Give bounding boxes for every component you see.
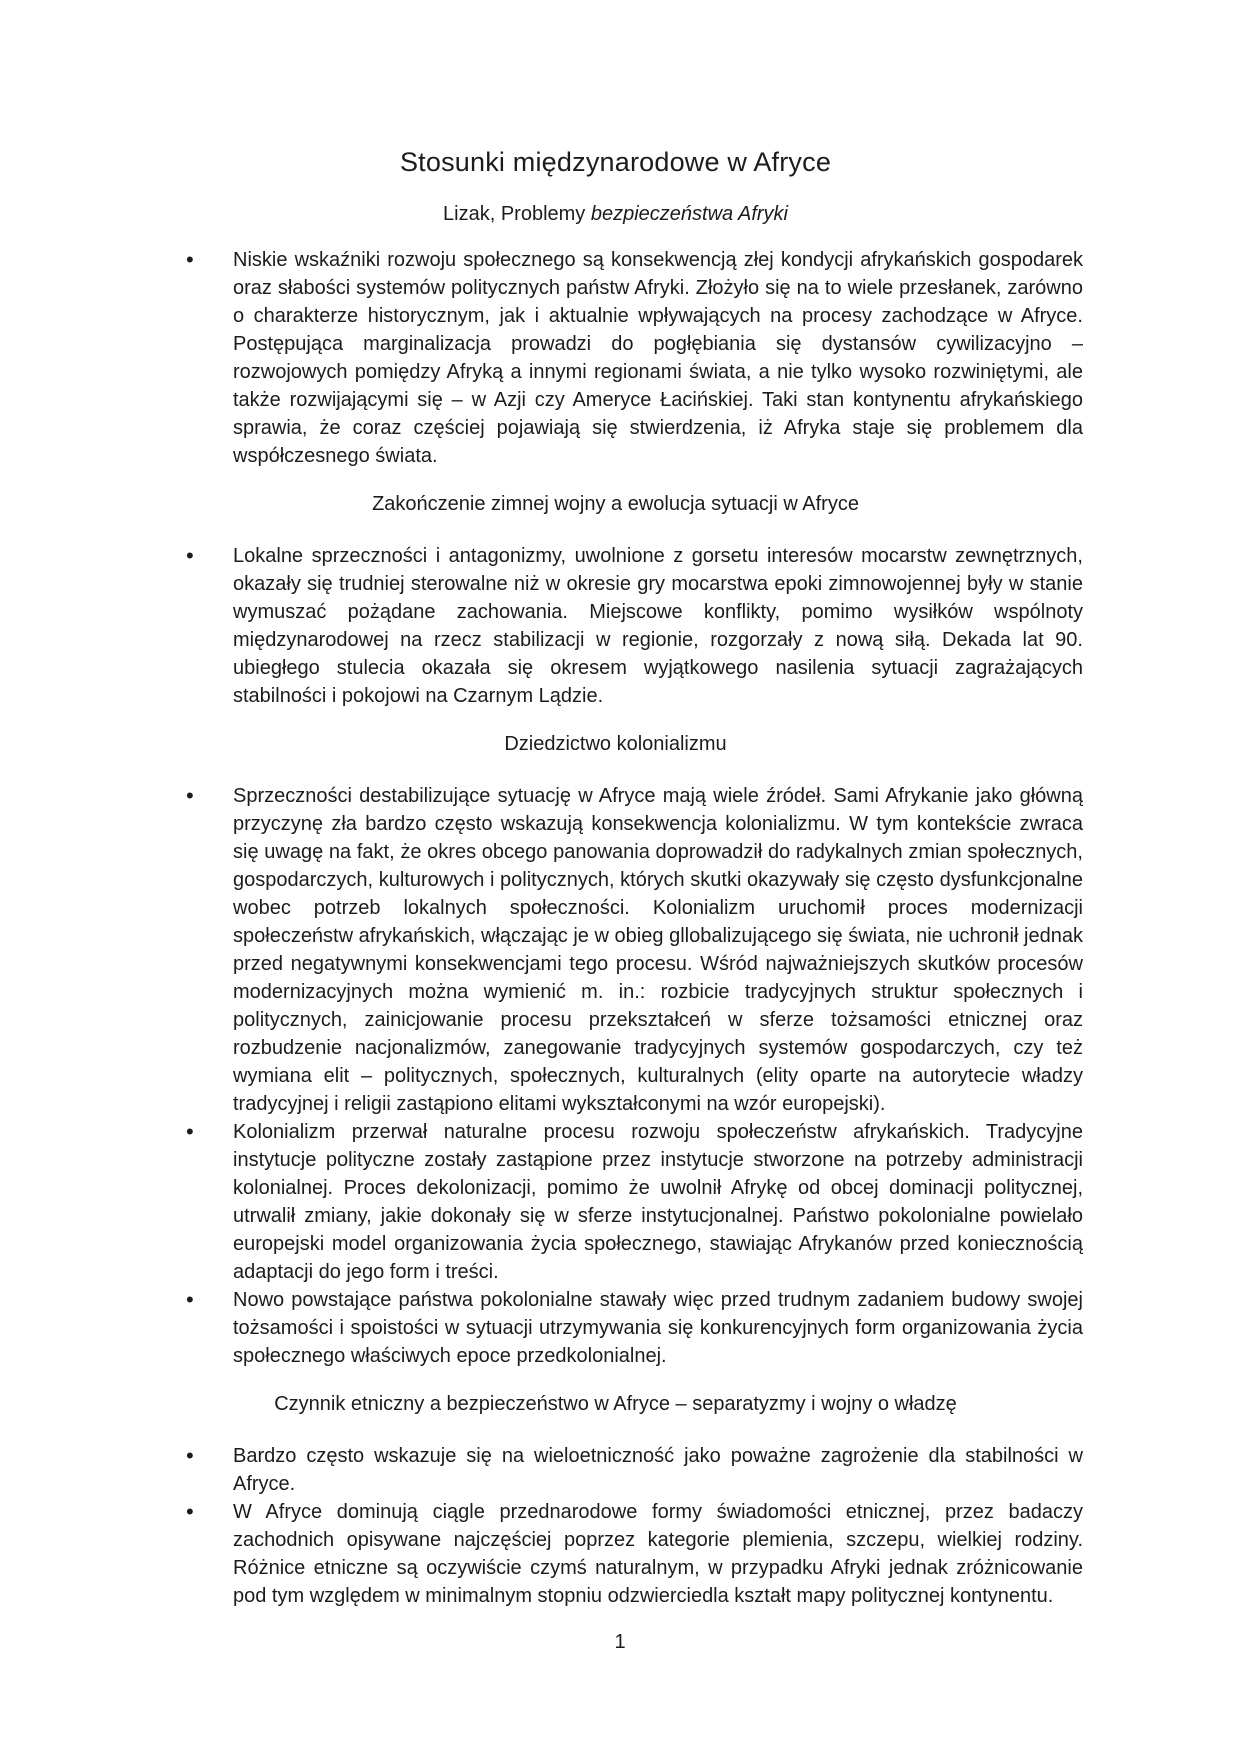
section-heading-cold-war: Zakończenie zimnej wojny a ewolucja sytuacji w Afryce [372,493,859,515]
bullet-item: • Bardzo często wskazuje się na wieloetniczność jako poważne zagrożenie dla stabilności w Afryce. [148,1442,1083,1498]
subtitle-author: Lizak, Problemy [443,203,591,225]
document-subtitle [148,200,1083,228]
intro-bullet-list [148,246,1083,470]
bullet-item: • Sprzeczności destabilizujące sytuację w Afryce mają wiele źródeł. Sami Afrykanie jako główną przyczynę zła bardzo często wskazują konsekwencja kolonializmu. W tym kontekście zwraca się uwagę na fakt, że okres obcego panowania doprowadził do radykalnych zmian społecznych, gospodarczych, kulturowych i politycznych, których skutki okazywały się często dysfunkcjonalne wobec potrzeb lokalnych społeczności. Kolonializm uruchomił proces modernizacji społeczeństw afrykańskich, włączając je w obieg gllobalizującego się świata, nie uchronił jednak przed negatywnymi konsekwencjami tego procesu. Wśród najważniejszych skutków procesów modernizacyjnych można wymienić m. in.: rozbicie tradycyjnych struktur społecznych i politycznych, zainicjowanie procesu przekształceń w sferze tożsamości etnicznej oraz rozbudzenie nacjonalizmów, zanegowanie tradycyjnych systemów gospodarczych, czy też wymiana elit – politycznych, społecznych, kulturalnych (elity oparte na autorytecie władzy tradycyjnej i religii zastąpiono elitami wykształconymi na wzór europejski). [148,782,1083,1118]
bullet-item: • W Afryce dominują ciągle przednarodowe formy świadomości etnicznej, przez badaczy zachodnich opisywane najczęściej poprzez kategorie plemienia, szczepu, wielkiej rodziny. Różnice etniczne są oczywiście czymś naturalnym, w przypadku Afryki jednak zróżnicowanie pod tym względem w minimalnym stopniu odzwierciedla kształt mapy politycznej kontynentu. [148,1498,1083,1610]
bullet-item: • Kolonializm przerwał naturalne procesu rozwoju społeczeństw afrykańskich. Tradycyjne instytucje polityczne zostały zastąpione przez instytucje stworzone na potrzeby administracji kolonialnej. Proces dekolonizacji, pomimo że uwolnił Afrykę od obcej dominacji politycznej, utrwalił zmiany, jakie dokonały się w sferze instytucjonalnej. Państwo pokolonialne powielało europejski model organizowania życia społecznego, stawiając Afrykanów przed koniecznością adaptacji do jego form i treści. [148,1118,1083,1286]
bullet-item: • Lokalne sprzeczności i antagonizmy, uwolnione z gorsetu interesów mocarstw zewnętrznych, okazały się trudniej sterowalne niż w okresie gry mocarstwa epoki zimnowojennej były w stanie wymuszać pożądane zachowania. Miejscowe konflikty, pomimo wysiłków wspólnoty międzynarodowej na rzecz stabilizacji w regionie, rozgorzały z nową siłą. Dekada lat 90. ubiegłego stulecia okazała się okresem wyjątkowego nasilenia sytuacji zagrażających stabilności i pokojowi na Czarnym Lądzie. [148,542,1083,710]
bullet-item: • Nowo powstające państwa pokolonialne stawały więc przed trudnym zadaniem budowy swojej tożsamości i spoistości w sytuacji utrzymywania się konkurencyjnych form organizowania życia społecznego właściwych epoce przedkolonialnej. [148,1286,1083,1370]
page-number: 1 [614,1631,626,1653]
subtitle-book-title: bezpieczeństwa Afryki [590,203,788,225]
section-heading-ethnic-factor: Czynnik etniczny a bezpieczeństwo w Afryce – separatyzmy i wojny o władzę [274,1393,957,1415]
section-bullet-list [148,782,1083,1370]
bullet-item: • Niskie wskaźniki rozwoju społecznego są konsekwencją złej kondycji afrykańskich gospodarek oraz słabości systemów politycznych państw Afryki. Złożyło się na to wiele przesłanek, zarówno o charakterze historycznym, jak i aktualnie wpływających na procesy zachodzące w Afryce. Postępująca marginalizacja prowadzi do pogłębiania się dystansów cywilizacyjno – rozwojowych pomiędzy Afryką a innymi regionami świata, a nie tylko wysoko rozwiniętymi, ale także rozwijającymi się – w Azji czy Ameryce Łacińskiej. Taki stan kontynentu afrykańskiego sprawia, że coraz częściej pojawiają się stwierdzenia, iż Afryka staje się problemem dla współczesnego świata. [148,246,1083,470]
section-bullet-list [148,1442,1083,1610]
document-title: Stosunki międzynarodowe w Afryce [399,147,832,177]
section-bullet-list [148,542,1083,710]
section-heading-colonial-legacy: Dziedzictwo kolonializmu [504,733,727,755]
